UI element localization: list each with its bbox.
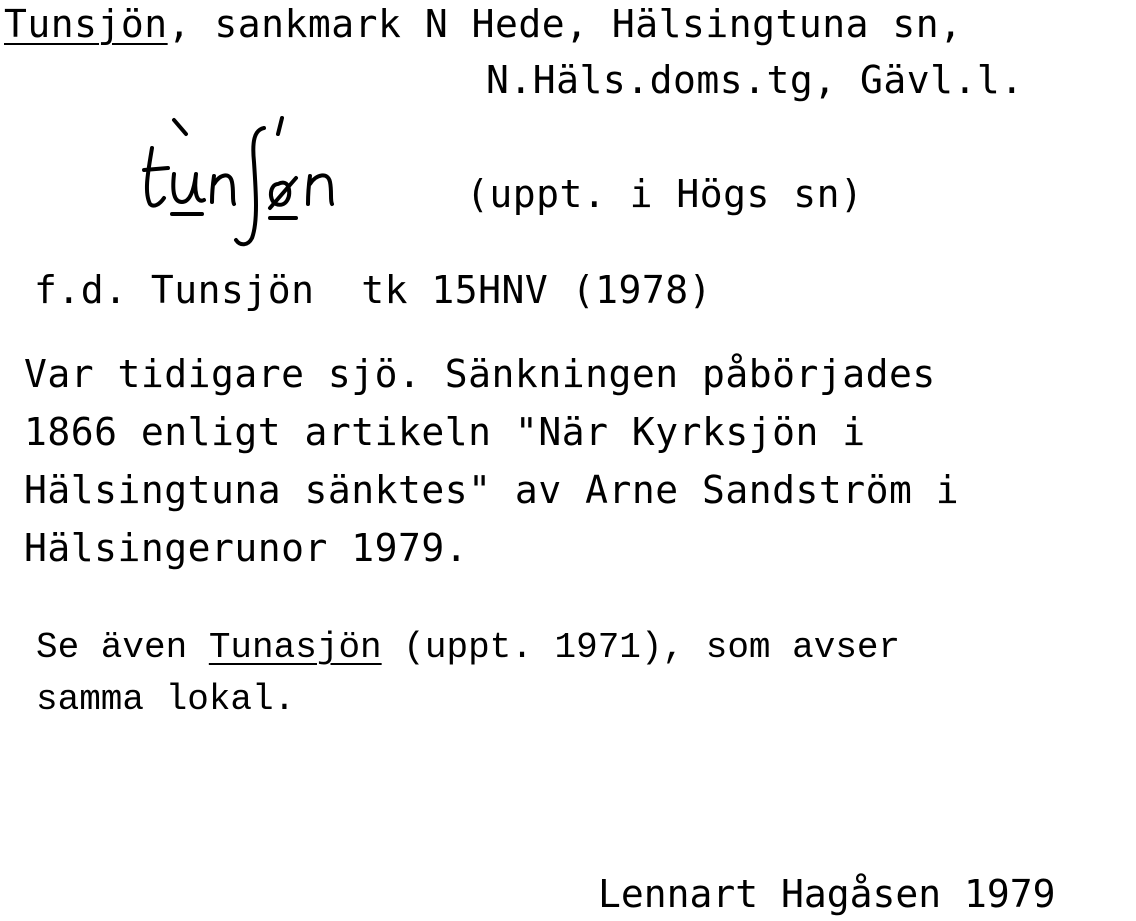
see-also-prefix: Se även — [36, 627, 209, 668]
handwriting-image — [130, 112, 380, 262]
handwritten-pronunciation — [130, 112, 380, 262]
description-line-4: Hälsingerunor 1979. — [24, 526, 469, 570]
signature: Lennart Hagåsen 1979 — [598, 872, 1056, 916]
see-also-rest: (uppt. 1971), som avser — [381, 627, 901, 668]
see-also-link: Tunasjön — [208, 627, 382, 668]
description-line-2: 1866 enligt artikeln "När Kyrksjön i — [24, 410, 866, 454]
headword: Tunsjön — [4, 2, 168, 46]
former-name-line: f.d. Tunsjön tk 15HNV (1978) — [34, 268, 712, 312]
header-line-2: N.Häls.doms.tg, Gävl.l. — [486, 58, 1024, 102]
pronunciation-note: (uppt. i Högs sn) — [466, 172, 864, 216]
description-line-3: Hälsingtuna sänktes" av Arne Sandström i — [24, 468, 960, 512]
header-line-1 — [4, 2, 963, 46]
see-also-line-2: samma lokal. — [36, 679, 296, 720]
header-rest: , sankmark N Hede, Hälsingtuna sn, — [167, 2, 963, 46]
description-line-1: Var tidigare sjö. Sänkningen påbörjades — [24, 352, 936, 396]
see-also-line-1 — [36, 622, 900, 674]
